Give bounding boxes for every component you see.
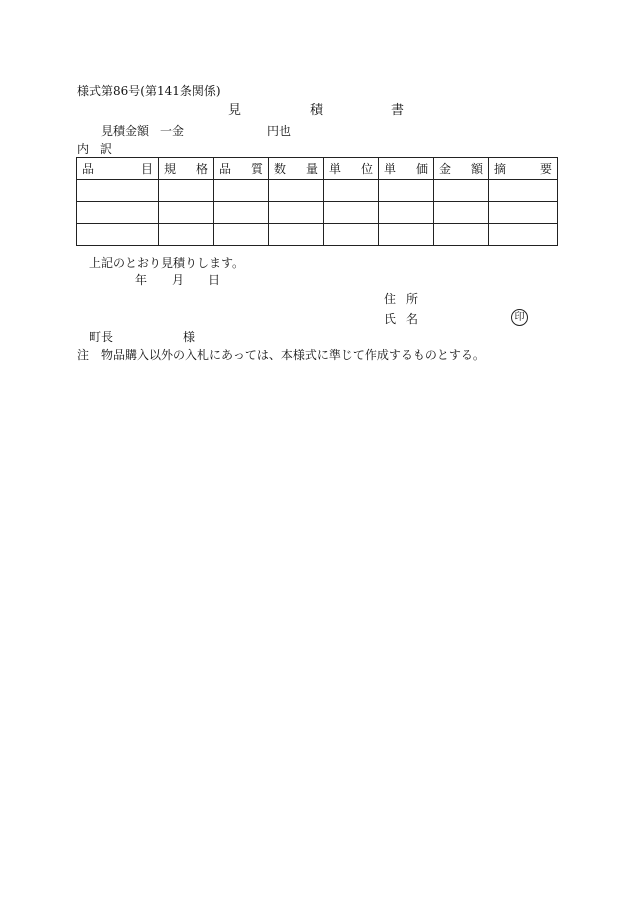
table-row xyxy=(77,202,558,224)
table-cell xyxy=(159,202,214,224)
table-cell xyxy=(214,180,269,202)
header-item: 品 目 xyxy=(77,158,159,180)
table-cell xyxy=(379,180,434,202)
date-day: 日 xyxy=(208,273,221,287)
date-year: 年 xyxy=(135,273,148,287)
table-cell xyxy=(489,224,558,246)
addressee-honorific: 様 xyxy=(183,330,196,344)
table-cell xyxy=(159,224,214,246)
breakdown-label: 内訳 xyxy=(77,142,124,156)
title-char-1: 見 xyxy=(228,103,242,118)
header-unit: 単 位 xyxy=(324,158,379,180)
note-prefix: 注 xyxy=(77,348,90,362)
table-cell xyxy=(324,180,379,202)
header-spec: 規 格 xyxy=(159,158,214,180)
table-cell xyxy=(489,202,558,224)
table-cell xyxy=(379,202,434,224)
table-header-row xyxy=(77,158,558,180)
header-quality: 品 質 xyxy=(214,158,269,180)
table-cell xyxy=(324,224,379,246)
header-quantity: 数 量 xyxy=(269,158,324,180)
table-cell xyxy=(434,180,489,202)
form-reference: 様式第86号(第141条関係) xyxy=(77,84,221,98)
header-unit-price: 単 価 xyxy=(379,158,434,180)
table-cell xyxy=(159,180,214,202)
date-month: 月 xyxy=(172,273,185,287)
addressee-title: 町長 xyxy=(89,330,114,344)
table-row xyxy=(77,224,558,246)
amount-prefix: 一金 xyxy=(160,124,185,138)
title-char-2: 積 xyxy=(310,103,324,118)
amount-suffix: 円也 xyxy=(267,124,292,138)
amount-label: 見積金額 xyxy=(101,124,150,138)
address-label: 住所 xyxy=(384,292,429,306)
seal-mark-icon: 印 xyxy=(511,309,528,326)
table-cell xyxy=(489,180,558,202)
table-cell xyxy=(77,180,159,202)
table-cell xyxy=(214,202,269,224)
table-cell xyxy=(434,202,489,224)
table-cell xyxy=(214,224,269,246)
header-remarks: 摘 要 xyxy=(489,158,558,180)
header-amount: 金 額 xyxy=(434,158,489,180)
table-row xyxy=(77,180,558,202)
note-text: 物品購入以外の入札にあっては、本様式に準じて作成するものとする。 xyxy=(101,348,485,362)
table-cell xyxy=(77,202,159,224)
breakdown-table xyxy=(76,157,558,246)
table-cell xyxy=(269,224,324,246)
table-cell xyxy=(324,202,379,224)
table-cell xyxy=(269,202,324,224)
name-label: 氏名 xyxy=(384,312,429,326)
table-cell xyxy=(77,224,159,246)
confirmation-text: 上記のとおり見積りします。 xyxy=(89,256,245,270)
table-cell xyxy=(379,224,434,246)
table-cell xyxy=(269,180,324,202)
title-char-3: 書 xyxy=(391,103,405,118)
table-cell xyxy=(434,224,489,246)
